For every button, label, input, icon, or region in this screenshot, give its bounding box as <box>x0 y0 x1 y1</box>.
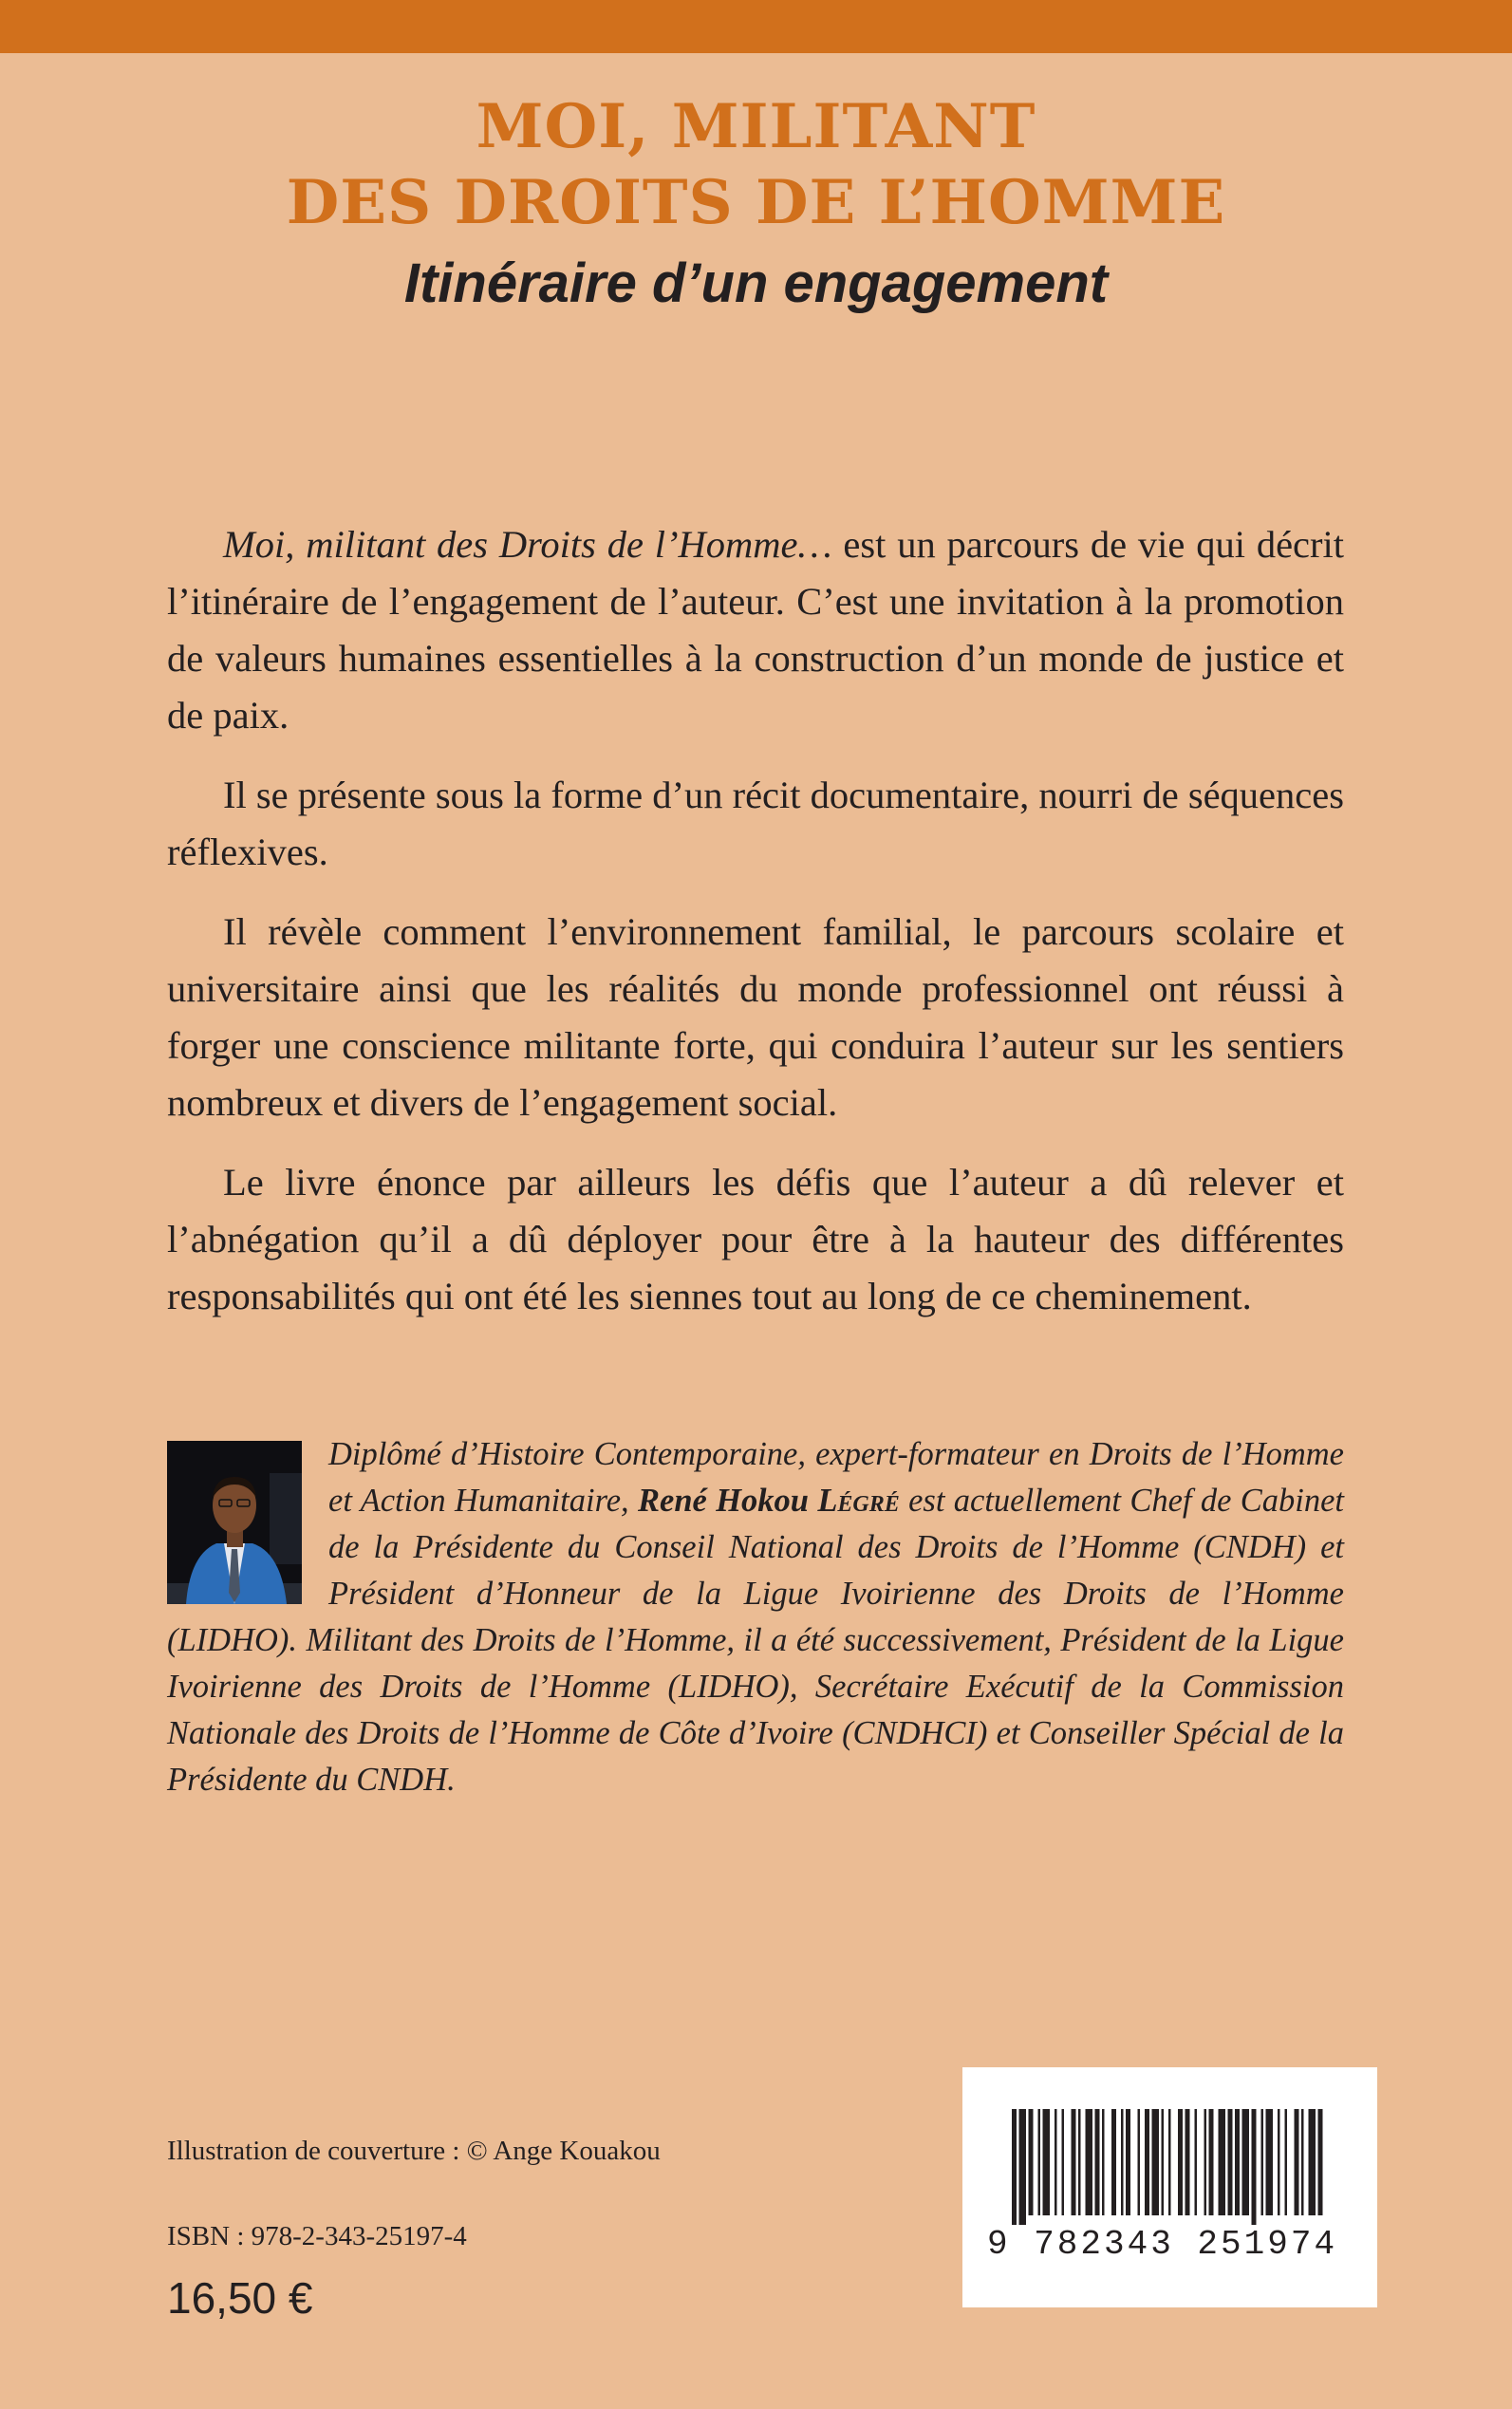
barcode-bar <box>1078 2109 1081 2215</box>
barcode-bar <box>1266 2109 1274 2215</box>
blurb-paragraph-1 <box>167 516 1344 744</box>
barcode-bar <box>1019 2109 1027 2225</box>
barcode-bar <box>1301 2109 1304 2215</box>
barcode-bar <box>1126 2109 1130 2215</box>
barcode-bar <box>1252 2109 1257 2225</box>
barcode-bar <box>1012 2109 1017 2225</box>
barcode-bar <box>1178 2109 1183 2215</box>
barcode-bar <box>1185 2109 1190 2215</box>
barcode-bar <box>1038 2109 1041 2215</box>
blurb-paragraph-1-rest: est un parcours de vie qui décrit l’itinéraire de l’engagement de l’auteur. C’est une invitation à la promotion de valeurs humaines essentielles à la construction d’un monde de justice et de paix. <box>167 523 1345 737</box>
bio-intro: Diplômé d’Histoire Contemporaine, expert-formateur en Droits de l’Homme et Action Humanitaire, <box>328 1436 1344 1519</box>
barcode-bar <box>1152 2109 1160 2215</box>
title-line-1: MOI, MILITANT <box>476 91 1036 162</box>
barcode-bar <box>1209 2109 1214 2215</box>
barcode-box <box>962 2067 1377 2307</box>
cover-illustration-credit: Illustration de couverture : © Ange Kouakou <box>167 2136 661 2166</box>
barcode-bar <box>1086 2109 1093 2215</box>
barcode-bar <box>1228 2109 1233 2215</box>
bio-details: est actuellement Chef de Cabinet de la Présidente du Conseil National des Droits de l’Homme (CNDH) et Président d’Honneur de la Ligue Ivoirienne des Droits de l’Homme (LIDHO). Militant des Droits de l’Homme, il a été successivement, Président de la Ligue Ivoirienne des Droits de l’Homme (LIDHO), Secrétaire Exécutif de la Commission Nationale des Droits de l’Homme de Côte d’Ivoire (CNDHCI) et Conseiller Spécial de la Présidente du CNDH. <box>167 1483 1344 1798</box>
barcode-bar <box>1138 2109 1141 2215</box>
barcode-bar <box>1043 2109 1051 2215</box>
barcode-bar <box>1318 2109 1323 2215</box>
barcode-bar <box>1062 2109 1065 2215</box>
barcode-bar <box>1111 2109 1116 2215</box>
barcode-bar <box>1285 2109 1288 2215</box>
barcode-bar <box>1204 2109 1207 2215</box>
blurb-text <box>167 516 1344 1348</box>
price: 16,50 € <box>167 2273 313 2323</box>
barcode-bar <box>1072 2109 1076 2215</box>
barcode-bar <box>1095 2109 1100 2215</box>
barcode-bar <box>1309 2109 1316 2215</box>
top-color-band <box>0 0 1512 53</box>
barcode-bar <box>1242 2109 1250 2215</box>
blurb-paragraph-4: Le livre énonce par ailleurs les défis que l’auteur a dû relever et l’abnégation qu’il a dû déployer pour être à la hauteur des différentes responsabilités qui ont été les siennes tout au long de ce cheminement. <box>167 1161 1344 1317</box>
barcode-bar <box>1278 2109 1280 2215</box>
barcode-bar <box>1162 2109 1165 2215</box>
barcode-bar <box>1145 2109 1149 2215</box>
isbn: ISBN : 978-2-343-25197-4 <box>167 2221 467 2251</box>
author-name <box>638 1483 900 1519</box>
barcode-bar <box>1055 2109 1057 2215</box>
barcode-bar <box>1195 2109 1198 2215</box>
barcode-bar <box>1235 2109 1240 2215</box>
barcode-bar <box>1029 2109 1034 2215</box>
barcode-digits: 9 782343 251974 <box>987 2225 1338 2264</box>
subtitle: Itinéraire d’un engagement <box>403 252 1109 314</box>
barcode-bar <box>1121 2109 1124 2215</box>
author-photo <box>167 1441 302 1604</box>
author-first-name: René Hokou <box>638 1483 818 1519</box>
author-bio <box>167 1431 1344 1803</box>
barcode-bar <box>1219 2109 1226 2215</box>
barcode-bars <box>1012 2109 1325 2225</box>
title-line-2: DES DROITS DE L’HOMME <box>286 167 1226 238</box>
barcode-bar <box>1168 2109 1171 2215</box>
author-last-name: Légré <box>817 1483 900 1519</box>
blurb-paragraph-2: Il se présente sous la forme d’un récit documentaire, nourri de séquences réflexives. <box>167 774 1344 873</box>
barcode-bar <box>1295 2109 1299 2215</box>
barcode-bar <box>1261 2109 1264 2215</box>
blurb-book-title: Moi, militant des Droits de l’Homme… <box>223 523 832 566</box>
blurb-paragraph-3: Il révèle comment l’environnement familial, le parcours scolaire et universitaire ainsi que les réalités du monde professionnel ont réussi à forger une conscience militante forte, qui conduira l’auteur sur les sentiers nombreux et divers de l’engagement social. <box>167 910 1344 1124</box>
barcode-bar <box>1102 2109 1105 2215</box>
